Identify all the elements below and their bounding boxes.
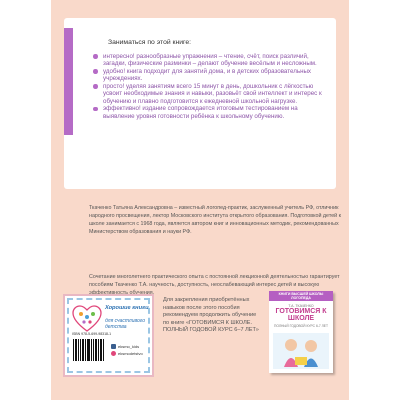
recommended-book-cover (269, 291, 333, 373)
promo-title: Хорошие книги (105, 305, 149, 311)
social-row[interactable]: eksmodetstvo (111, 350, 153, 357)
method-note: Сочетание многолетнего практического опыта с постоянной лекционной деятельностью гарантирует пособиям Ткаченко Т.А. научность, доступность, неослабевающий интерес детей и высокую (89, 274, 340, 289)
bullet-dot-icon (93, 84, 98, 89)
isbn-text: ISBN 978-5-699-98318-1 (72, 332, 112, 336)
benefits-title: Заниматься по этой книге: (108, 39, 192, 46)
children-illustration (273, 333, 329, 369)
book-title: ГОТОВИМСЯ К ШКОЛЕ (275, 308, 327, 322)
bullet-dot-icon (93, 107, 98, 112)
book-back-cover (51, 0, 349, 400)
benefit-item: просто! уделяя занятиям всего 15 минут в день, дошкольник с лёгкостью усвоит необходимые знания и навыки, разовьёт свой интеллект и интерес к обучению и плавно подготовится к ежедневной школьной нагрузке. (92, 83, 330, 105)
publisher-card (63, 294, 154, 377)
accent-stripe (64, 28, 73, 135)
book-subtitle: ПОЛНЫЙ ГОДОВОЙ КУРС 6-7 ЛЕТ (273, 324, 329, 328)
barcode-icon (72, 338, 106, 366)
book-series: КНИГИ ВЫСШЕЙ ШКОЛЫ ЛОГОПЕДА (278, 292, 324, 300)
vk-icon (111, 344, 116, 349)
benefits-panel (64, 18, 336, 189)
social-links (111, 343, 153, 357)
bullet-dot-icon (93, 69, 98, 74)
benefit-item: удобно! книга подходит для занятий дома, и в детских образовательных учреждениях. (92, 68, 330, 83)
heart-logo-icon (72, 305, 102, 333)
benefit-item: эффективно! издание сопровождается итоговым тестированием на выявление уровня готовности ребёнка к школьному обучению. (92, 105, 330, 120)
instagram-icon (111, 351, 116, 356)
author-bio: Ткаченко Татьяна Александровна – известный логопед-практик, заслуженный учитель РФ, отличник народного просвещения, лектор Московского института открытого образования. Подготовкой детей к школе занимается с 1968 года, является автором книг и инновационных методик, рекомендованных Министерством образования и науки РФ. (89, 205, 341, 236)
social-row[interactable]: eksmo_kids (111, 343, 153, 350)
promo-subtitle: для счастливого детства (105, 318, 145, 330)
bullet-dot-icon (93, 54, 98, 59)
book-author: Т.А. ТКАЧЕНКО (288, 304, 314, 308)
recommendation-text: Для закрепления приобретённых навыков после этого пособия рекомендуем продолжить обучение по книге «ГОТОВИМСЯ К ШКОЛЕ. ПОЛНЫЙ ГОДОВОЙ КУРС 6–7 ЛЕТ» (163, 297, 259, 334)
benefits-list (92, 53, 330, 120)
benefit-item: интересно! разнообразные упражнения – чтение, счёт, поиск различий, загадки, физические разминки – делают обучение весёлым и несложным. (92, 53, 330, 68)
